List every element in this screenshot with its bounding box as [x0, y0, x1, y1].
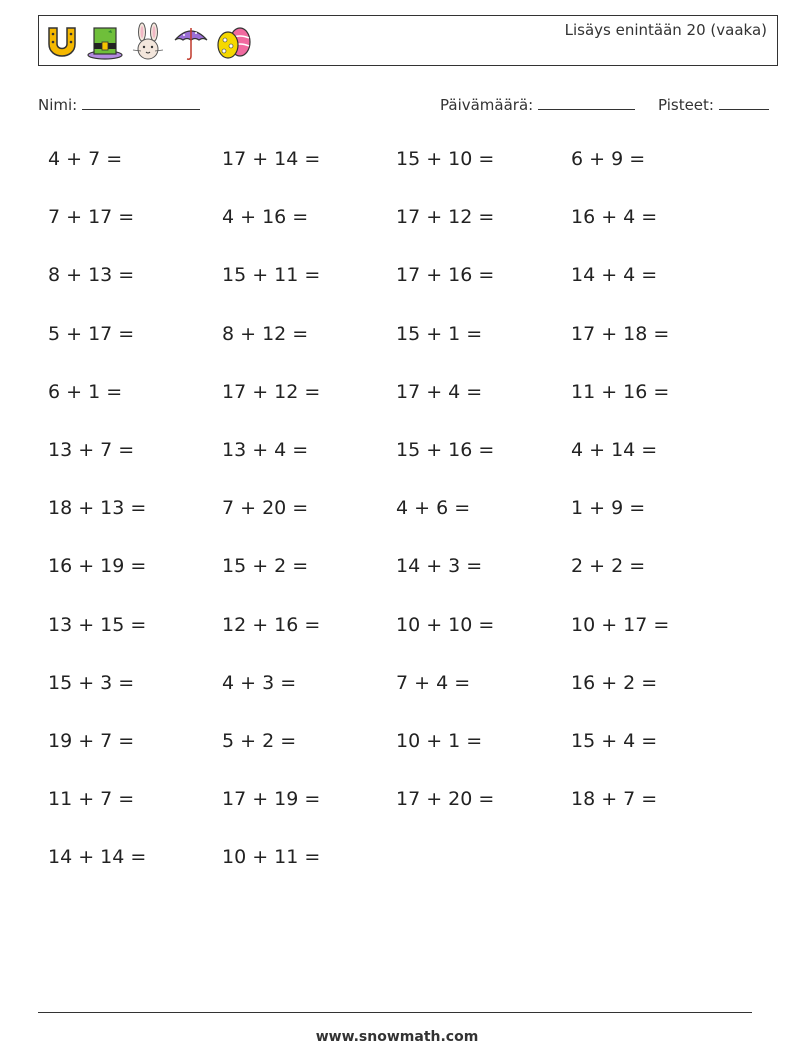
problem-item: 4 + 6 =	[396, 497, 471, 520]
footer-divider	[38, 1012, 752, 1013]
problem-item: 15 + 11 =	[222, 264, 321, 287]
problem-item: 15 + 10 =	[396, 148, 495, 170]
name-blank	[82, 95, 200, 110]
problem-item: 4 + 16 =	[222, 206, 309, 229]
problem-item: 7 + 4 =	[396, 671, 471, 694]
problem-item: 5 + 17 =	[48, 322, 135, 345]
easter-egg-icon	[215, 22, 253, 62]
date-blank	[538, 95, 635, 110]
problem-item: 19 + 7 =	[48, 730, 135, 752]
problem-item: 16 + 4 =	[571, 206, 658, 229]
problem-item: 17 + 16 =	[396, 264, 495, 287]
problem-item: 14 + 4 =	[571, 264, 658, 287]
problem-item: 10 + 17 =	[571, 613, 670, 636]
problem-item: 4 + 3 =	[222, 671, 297, 694]
problem-item: 18 + 7 =	[571, 788, 658, 811]
problem-item: 18 + 13 =	[48, 497, 147, 520]
problem-item: 17 + 18 =	[571, 322, 670, 345]
problem-item: 16 + 2 =	[571, 671, 658, 694]
problem-item: 5 + 2 =	[222, 730, 297, 752]
problem-item: 11 + 16 =	[571, 380, 670, 403]
horseshoe-icon	[43, 22, 81, 62]
problem-item: 15 + 2 =	[222, 555, 309, 578]
problem-item: 17 + 4 =	[396, 380, 483, 403]
date-label: Päivämäärä:	[440, 96, 534, 114]
problem-item: 17 + 19 =	[222, 788, 321, 811]
problem-item: 17 + 20 =	[396, 788, 495, 811]
worksheet-header	[38, 15, 778, 66]
problem-item: 14 + 3 =	[396, 555, 483, 578]
problem-item: 15 + 1 =	[396, 322, 483, 345]
problem-item: 17 + 12 =	[396, 206, 495, 229]
date-field	[440, 95, 635, 114]
problem-item: 1 + 9 =	[571, 497, 646, 520]
problem-item: 4 + 7 =	[48, 148, 123, 170]
problem-item: 15 + 16 =	[396, 439, 495, 461]
problem-item: 12 + 16 =	[222, 613, 321, 636]
problem-item: 8 + 12 =	[222, 322, 309, 345]
problem-item: 7 + 20 =	[222, 497, 309, 520]
problem-item: 10 + 10 =	[396, 613, 495, 636]
problem-item: 2 + 2 =	[571, 555, 646, 578]
umbrella-icon	[172, 22, 210, 62]
problem-item: 15 + 4 =	[571, 730, 658, 752]
problem-item: 10 + 1 =	[396, 730, 483, 752]
footer-url: www.snowmath.com	[315, 1029, 479, 1045]
score-blank	[719, 95, 769, 110]
problem-item: 13 + 15 =	[48, 613, 147, 636]
problem-item: 10 + 11 =	[222, 846, 321, 869]
worksheet-title: Lisäys enintään 20 (vaaka)	[564, 21, 767, 39]
score-field	[658, 95, 769, 114]
bunny-icon	[129, 22, 167, 62]
problem-item: 7 + 17 =	[48, 206, 135, 229]
leprechaun-hat-icon	[86, 22, 124, 62]
name-label: Nimi:	[38, 96, 78, 114]
problem-item: 8 + 13 =	[48, 264, 135, 287]
problem-item: 6 + 1 =	[48, 380, 123, 403]
problem-item: 16 + 19 =	[48, 555, 147, 578]
problem-item: 4 + 14 =	[571, 439, 658, 461]
problem-item: 6 + 9 =	[571, 148, 646, 170]
problem-item: 15 + 3 =	[48, 671, 135, 694]
score-label: Pisteet:	[658, 96, 714, 114]
problem-item: 13 + 4 =	[222, 439, 309, 461]
problem-item: 14 + 14 =	[48, 846, 147, 869]
problem-item: 17 + 14 =	[222, 148, 321, 170]
problem-item: 17 + 12 =	[222, 380, 321, 403]
name-field	[38, 95, 200, 114]
header-icons	[43, 22, 253, 62]
problem-item: 11 + 7 =	[48, 788, 135, 811]
problem-item: 13 + 7 =	[48, 439, 135, 461]
